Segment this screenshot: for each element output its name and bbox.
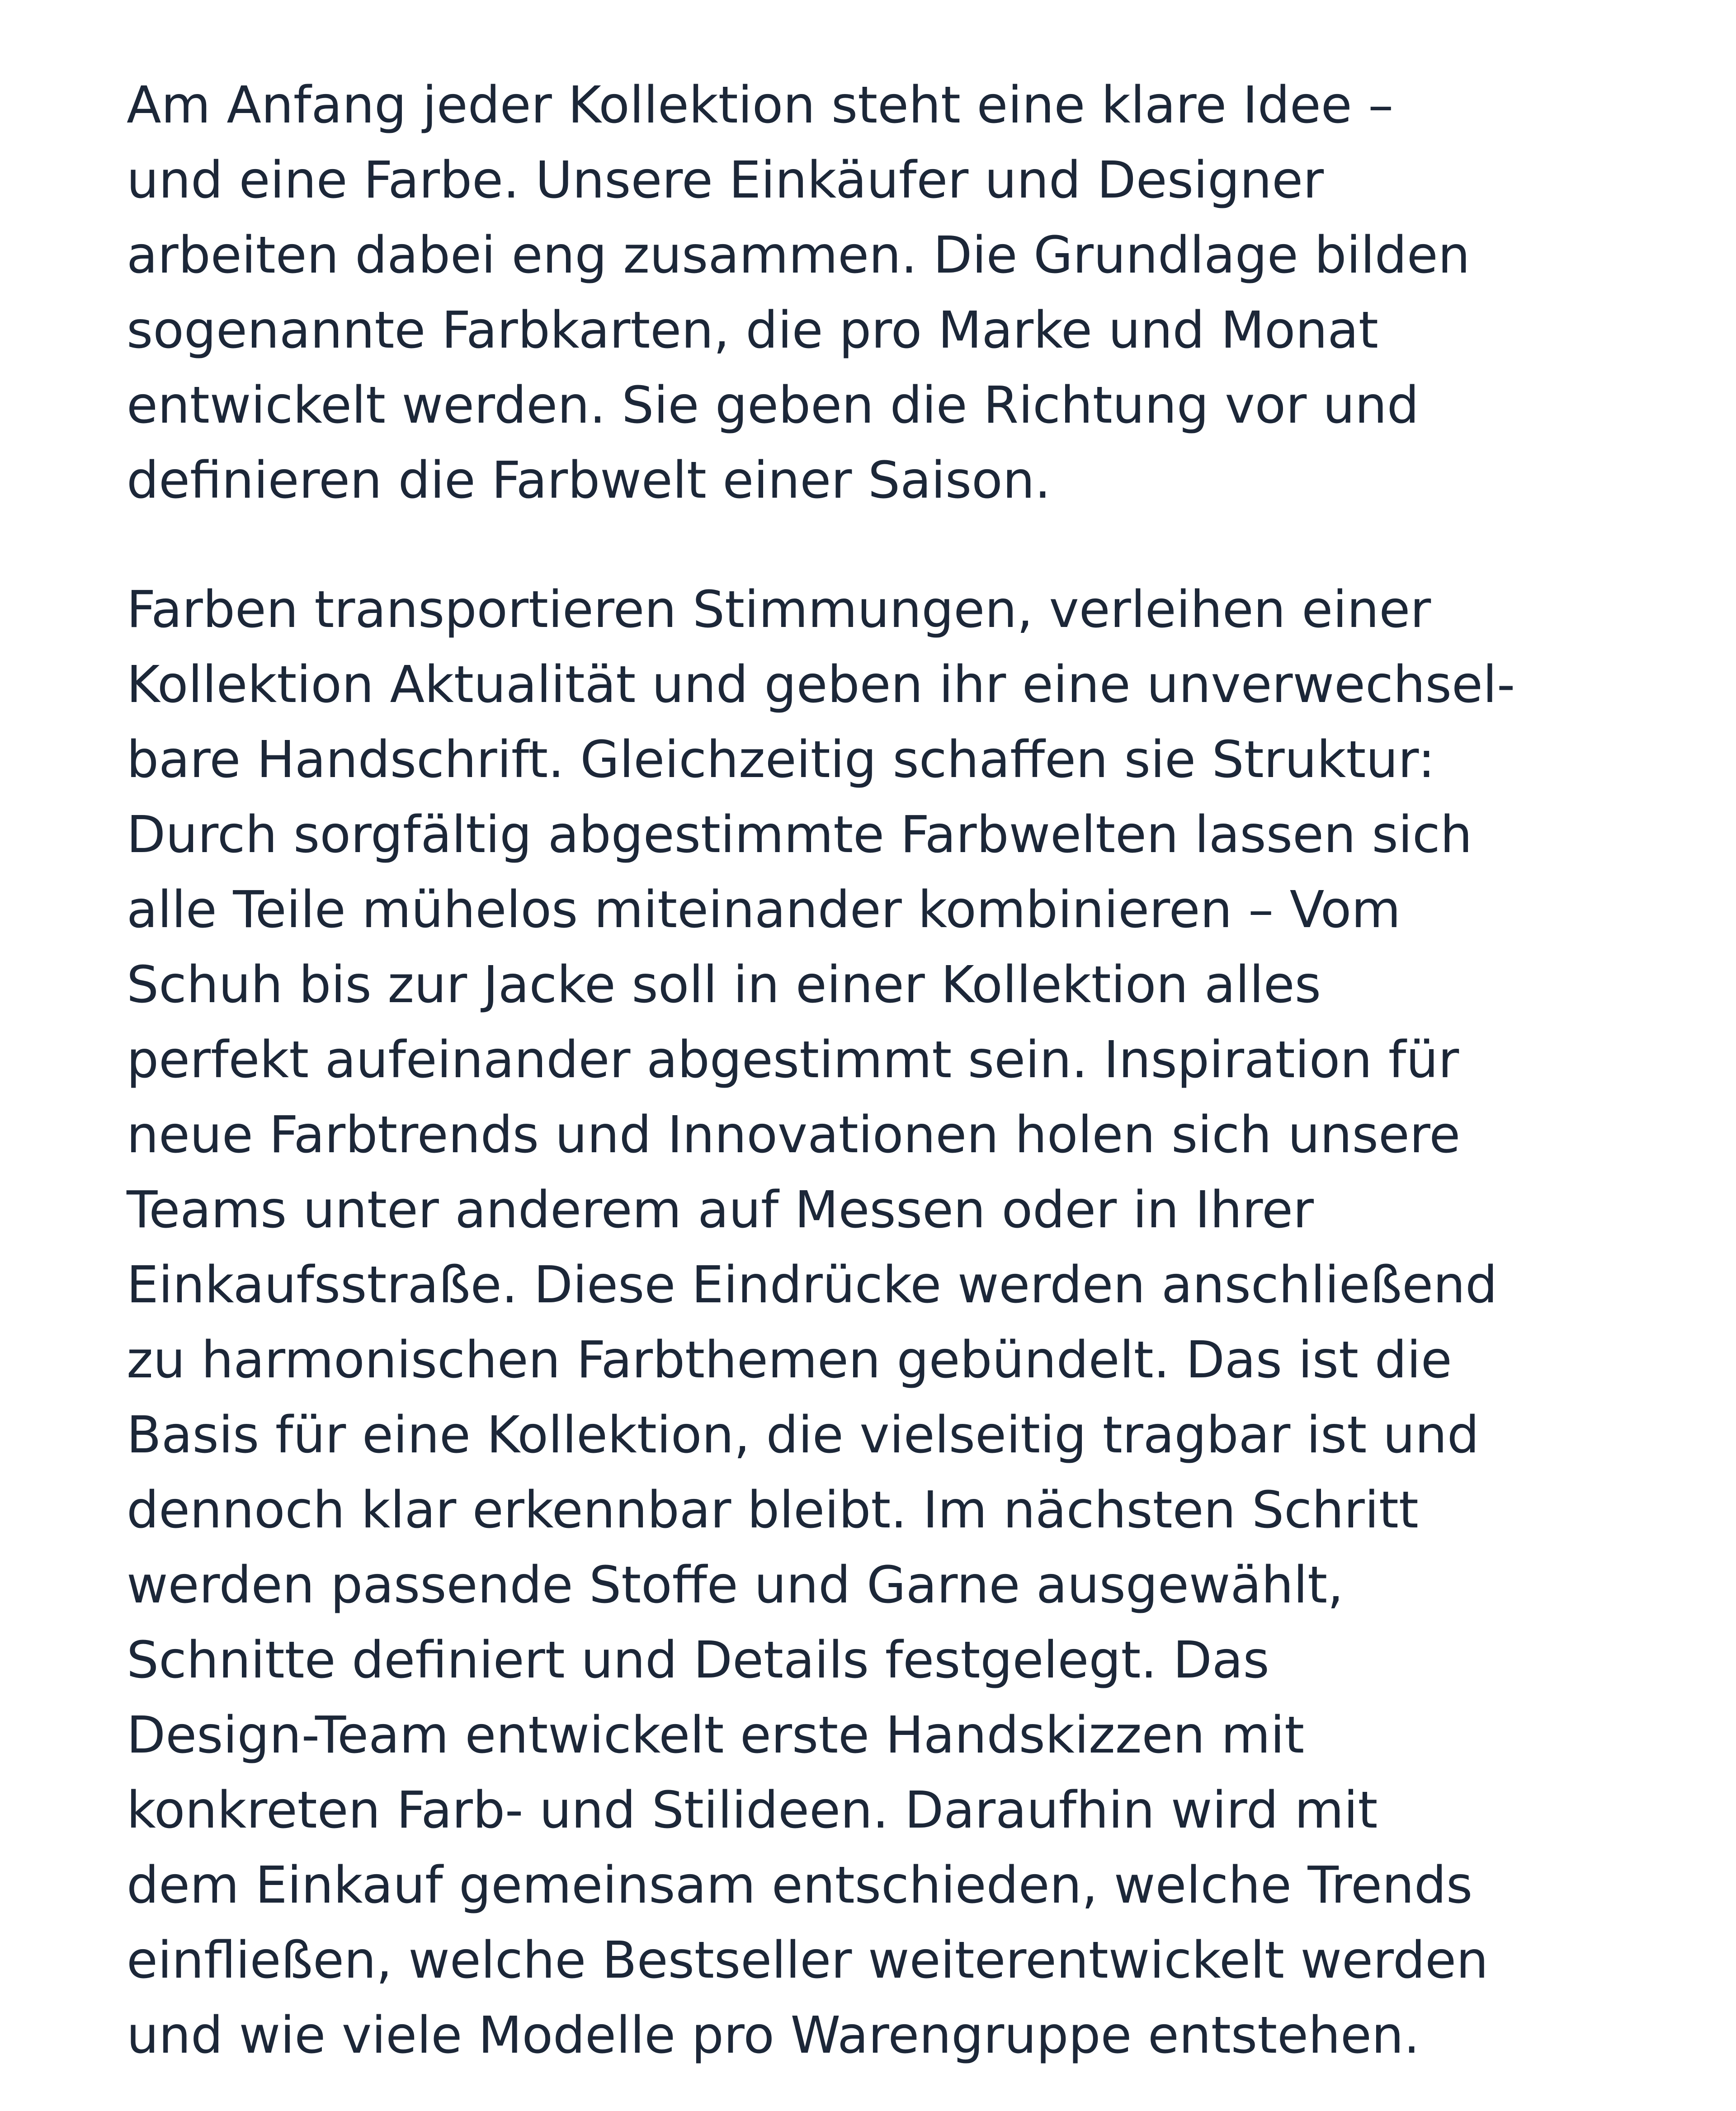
paragraph-colors: Farben transportieren Stimmungen, verleihen einer Kollektion Aktualität und geben ihr eine unverwechsel- bare Handschrift. Gleichzeitig schaffen sie Struktur: Durch sorgfältig abgestimmte Farbwelten lassen sich alle Teile mühelos miteinander kombinieren – Vom Schuh bis zur Jacke soll in einer Kollektion alles perfekt aufeinander abgestimmt sein. Inspiration für neue Farbtrends und Innovationen holen sich unsere Teams unter anderem auf Messen oder in Ihrer Einkaufsstraße. Diese Eindrücke werden anschließend zu harmonischen Farbthemen gebündelt. Das ist die Basis für eine Kollektion, die vielseitig tragbar ist und dennoch klar erkennbar bleibt. Im nächsten Schritt werden passende Stoffe und Garne ausgewählt, Schnitte definiert und Details festgelegt. Das Design-Team entwickelt erste Handskizzen mit konkreten Farb- und Stilideen. Daraufhin wird mit dem Einkauf gemeinsam entschieden, welche Trends einfließen, welche Bestseller weiterentwickelt werden und wie viele Modelle pro Warengruppe entstehen. <box>127 580 1515 2065</box>
paragraph-intro: Am Anfang jeder Kollektion steht eine klare Idee – und eine Farbe. Unsere Einkäufer und Designer arbeiten dabei eng zusammen. Die Grundlage bilden sogenannte Farbkarten, die pro Marke und Monat entwickelt werden. Sie geben die Richtung vor und definieren die Farbwelt einer Saison. <box>127 76 1470 510</box>
article-body <box>127 68 1632 2073</box>
